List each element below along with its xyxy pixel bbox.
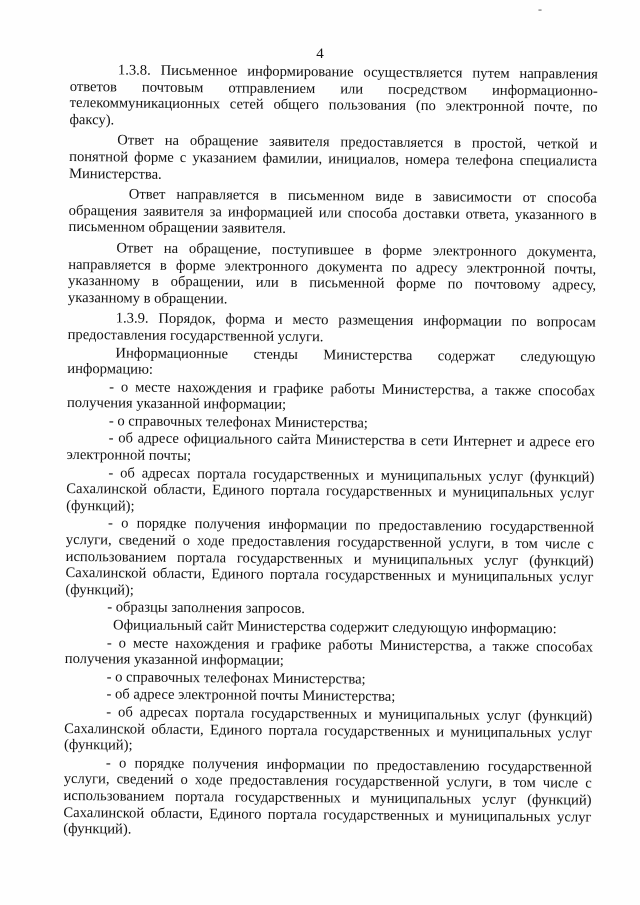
list-item: - об адресе официального сайта Министерства в сети Интернет и адресе его электронной почты; — [66, 430, 595, 465]
list-item: - о месте нахождения и графике работы Министерства, а также способах получения указанной информации; — [66, 379, 596, 414]
list-item: - образцы заполнения запросов. — [107, 599, 305, 618]
list-item: - об адресе электронной почты Министерства; — [106, 686, 396, 706]
list-item: - об адресах портала государственных и муниципальных услуг (функций) Сахалинской области, Единого портала государственных и муниципальных услуг (функций); — [63, 704, 593, 754]
paragraph: Информационные стенды Министерства содержат следующую информацию: — [67, 344, 596, 378]
document-body — [63, 62, 598, 843]
list-item: - об адресах портала государственных и муниципальных услуг (функций) Сахалинской области, Единого портала государственных и муниципальных услуг (функций); — [66, 465, 595, 515]
scan-mark: - — [538, 2, 542, 16]
paragraph: 1.3.8. Письменное информирование осуществляется путем направления ответов почтовым отправлением или посредством информационно-телекоммуникационных сетей общего пользования (по электронной почте, по факсу). — [69, 62, 598, 129]
list-item: - о справочных телефонах Министерства; — [108, 413, 368, 432]
list-item: - о месте нахождения и графике работы Министерства, а также способах получения указанной информации; — [64, 634, 593, 670]
list-item: - о справочных телефонах Министерства; — [106, 669, 366, 688]
paragraph: Ответ на обращение, поступившее в форме электронного документа, направляется в форме электронного документа по адресу электронной почты, указанному в обращении, или в письменной форме по почтовому адресу, указанному в обращении. — [67, 240, 597, 308]
page-number: 4 — [316, 46, 324, 62]
paragraph: Ответ на обращение заявителя предоставляется в простой, четкой и понятной форме с указанием фамилии, инициалов, номера телефона специалиста Министерства. — [68, 132, 598, 183]
list-item: - о порядке получения информации по предоставлению государственной услуги, сведений о ходе предоставления государственной услуги, в том числе с использованием портала государственных и муниципальных услуг (функций) Сахалинской области, Единого портала государственных и муниципальных услуг (функций). — [63, 755, 592, 838]
paragraph: Официальный сайт Министерства содержит следующую информацию: — [113, 617, 557, 638]
paragraph: 1.3.9. Порядок, форма и место размещения информации по вопросам предоставления государственной услуги. — [67, 310, 596, 346]
paragraph: Ответ направляется в письменном виде в зависимости от способа обращения заявителя за информацией или способа доставки ответа, указанного в письменном обращении заявителя. — [68, 186, 597, 238]
list-item: - о порядке получения информации по предоставлению государственной услуги, сведений о ходе предоставления государственной услуги, в том числе с использованием портала государственных и муниципальных услуг (функций) Сахалинской области, Единого портала государственных и муниципальных услуг (функций); — [65, 515, 595, 599]
